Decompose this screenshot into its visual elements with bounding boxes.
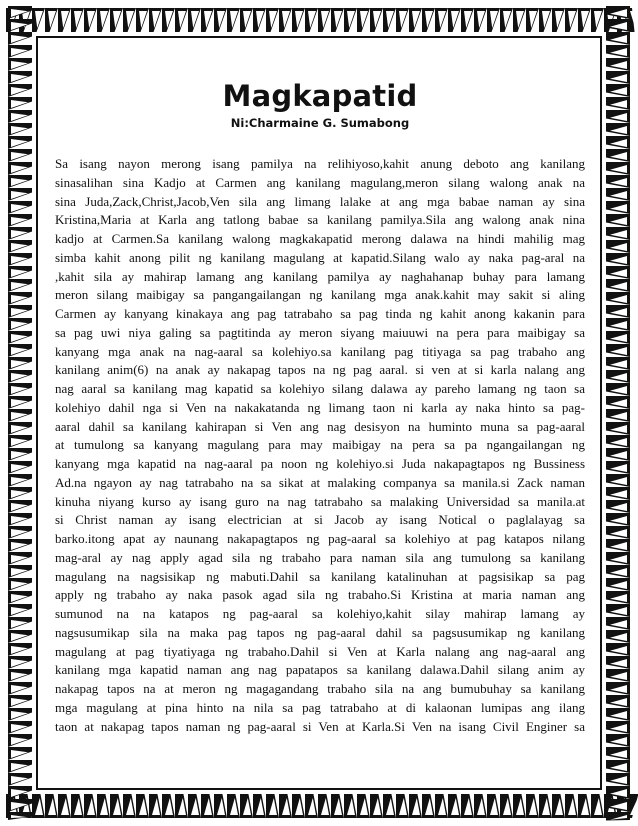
border-line (36, 788, 602, 790)
border-line (600, 36, 602, 790)
story-line: simba kahit anong pilit ng kanilang magulang at kapatid.Silang walo ay naka pag-aral na (55, 249, 585, 265)
story-line: Sa isang nayon merong isang pamilya na relihiyoso,kahit anung deboto ang kanilang (55, 156, 585, 171)
story-line: taon at nakapag tapos naman ng pag-aaral si Ven at Karla.Si Ven na isang Civil Enginer sa (55, 718, 585, 734)
story-line: nagsusumikap sila na maka pag tapos ng pag-aaral dahil sa pagsusumikap ng kanilang (55, 624, 585, 640)
story-line: kanyang mga anak na nag-aaral sa kolehiyo.sa kanilang pag titiyaga sa pag trabaho ang (55, 343, 585, 359)
document-content (55, 78, 585, 736)
story-line: Carmen ay kanyang kinakaya ang pag tatrabaho sa pag tinda ng kahit anong kakanin para (55, 306, 585, 321)
border-line (36, 36, 602, 38)
story-line: apply ng trabaho ay naka pasok agad sila ng trabaho.Si Kristina at maria naman ang (55, 587, 585, 603)
story-line: ,kahit sila ay mahirap lamang ang kanilang pamilya ay naghahanap buhay para lamang (55, 268, 585, 284)
story-line: magulang at pag tiyatiyaga ng trabaho.Dahil si Ven at Karla nalang ang nag-aaral ang (55, 643, 585, 659)
story-line: kanyang mga kapatid na nag-aaral pa noon ng kolehiyo.si Juda nakapagtapos ng Bussiness (55, 456, 585, 471)
story-line: kolehiyo dahil nga si Ven na nakakatanda ng limang taon ni karla ay naka hinto sa pag- (55, 399, 585, 415)
story-line: barko.itong apat ay naunang nakapagtapos ng pag-aaral sa kolehiyo at pag katapos nilang (55, 531, 585, 546)
document-author: Ni:Charmaine G. Sumabong (230, 116, 410, 130)
story-body (55, 155, 585, 736)
border-line (36, 36, 38, 790)
story-line: magulang na nagsisikap ng mabuti.Dahil sa kanilang katalinuhan at pagsisikap sa pag (55, 568, 585, 584)
story-line: kadjo at Carmen.Sa kanilang walong magkakapatid merong dalawa na hindi mahilig mag (55, 231, 585, 246)
story-line: kanilang mga kapatid naman ang nag papatapos sa kanilang dalawa.Dahil silang anim ay (55, 662, 585, 678)
story-line: kinuha niyang kurso ay isang guro na nag tatrabaho sa malaking Universidad sa manila.at (55, 493, 585, 509)
story-line: aaral dahil sa kanilang kahirapan si Ven ang nag desisyon na huminto muna sa pag-aaral (55, 418, 585, 434)
story-line: si Christ naman ay isang electrician at si Jacob ay isang Notical o paglalayag sa (55, 512, 585, 528)
story-line: sa pag uwi niya galing sa pagtitinda ay meron siyang maiuuwi na pera para maibigay sa (55, 324, 585, 340)
story-line: mga magulang at pina hinto na nila sa pag tatrabaho at di kalaonan lumipas ang ilang (55, 699, 585, 715)
story-line: at tumulong sa kanyang magulang para may maibigay na pera sa pa ngangailangan ng (55, 437, 585, 453)
story-line: sina Juda,Zack,Christ,Jacob,Ven sila ang limang lalake at ang mga babae naman ay sina (55, 193, 585, 209)
story-line: Ad.na ngayon ay nag tatrabaho na sa sikat at malaking companya sa manila.si Zack naman (55, 474, 585, 490)
story-line: nag aaral sa kanilang mag kapatid sa kolehiyo silang dalawa ay pareho lamang ng taon sa (55, 381, 585, 396)
story-line: mag-aral ay nag apply agad sila ng trabaho para naman sila ang tumulong sa kanilang (55, 549, 585, 565)
story-line: sumunod na na katapos ng pag-aaral sa kolehiyo,kahit silay mahirap lamang ay (55, 606, 585, 621)
story-line: meron silang maibigay sa pangangailangan ng kanilang mga anak.kahit may sakit si aling (55, 287, 585, 303)
document-title: Magkapatid (222, 79, 418, 113)
story-line: kanilang anim(6) na anak ay nakapag tapos na ng pag aaral. si ven at si karla nalang ang (55, 362, 585, 378)
story-line: Kristina,Maria at Karla ang tatlong babae sa kanilang pamilya.Sila ang walong anak nina (55, 212, 585, 228)
story-line: nakapag tapos na at meron ng magagandang trabaho sila na ang bumubuhay sa kanilang (55, 681, 585, 696)
story-line: sinasalihan sina Kadjo at Carmen ang kanilang magulang,meron silang walong anak na (55, 174, 585, 190)
